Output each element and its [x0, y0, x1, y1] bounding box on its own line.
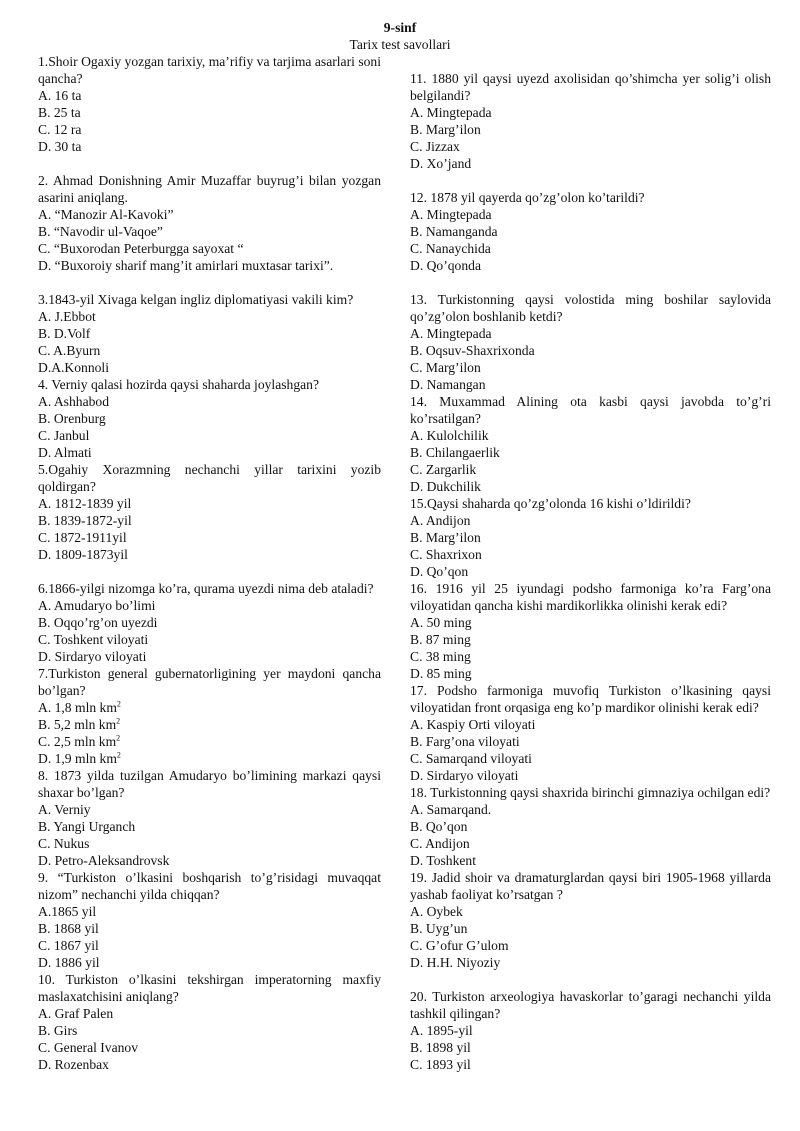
answer-option [38, 529, 381, 546]
answer-option-text: B. Marg’ilon [410, 122, 481, 137]
question-text: 13. Turkistonning qaysi volostida ming boshilar saylovida qo’zg’olon boshlanib ketdi? [410, 292, 771, 324]
left-column [38, 53, 381, 1073]
answer-option [410, 359, 771, 376]
answer-option [410, 750, 771, 767]
answer-option [410, 937, 771, 954]
answer-option-text: D. Sirdaryo viloyati [410, 768, 519, 783]
answer-option [38, 597, 381, 614]
spacer [38, 563, 381, 580]
answer-option [38, 937, 381, 954]
answer-option [38, 1022, 381, 1039]
answer-option-text: D. 1886 yil [38, 955, 100, 970]
answer-option [410, 223, 771, 240]
answer-option-text: C. Samarqand viloyati [410, 751, 532, 766]
answer-option-text: A. Samarqand. [410, 802, 492, 817]
answer-option-text: D. Xo’jand [410, 156, 472, 171]
answer-option-text: B. Farg’ona viloyati [410, 734, 520, 749]
answer-option-text: D. Petro-Aleksandrovsk [38, 853, 170, 868]
grade-title: 9-sinf [383, 20, 417, 35]
answer-option-text: D. Toshkent [410, 853, 477, 868]
answer-option-text: D. Sirdaryo viloyati [38, 649, 147, 664]
answer-option-text: C. Zargarlik [410, 462, 477, 477]
question-text: 6.1866-yilgi nizomga ko’ra, qurama uyezdi nima deb ataladi? [38, 581, 374, 596]
question-block [410, 189, 771, 291]
answer-option-text: B. Namanganda [410, 224, 498, 239]
answer-option [410, 665, 771, 682]
answer-option [410, 835, 771, 852]
answer-option-text: A. 16 ta [38, 88, 82, 103]
answer-option [410, 733, 771, 750]
answer-option-text: D. 30 ta [38, 139, 82, 154]
question-text: 9. “Turkiston o’lkasini boshqarish to’g’risidagi muvaqqat nizom” nechanchi yilda chiqqan? [38, 870, 381, 902]
spacer [410, 53, 771, 70]
superscript: 2 [116, 699, 121, 709]
answer-option-text: D. Rozenbax [38, 1057, 109, 1072]
question-block [38, 767, 381, 869]
answer-option-text: C. A.Byurn [38, 343, 101, 358]
answer-option-text: A. 1895-yil [410, 1023, 473, 1038]
question-block [38, 291, 381, 376]
answer-option [38, 920, 381, 937]
answer-option [410, 427, 771, 444]
spacer [410, 172, 771, 189]
answer-option [38, 852, 381, 869]
answer-option-text: A. Ashhabod [38, 394, 109, 409]
answer-option-text: B. 1898 yil [410, 1040, 471, 1055]
answer-option-text: D. 1,9 mln km [38, 751, 117, 766]
answer-option [410, 631, 771, 648]
spacer [410, 971, 771, 988]
answer-option-text: C. Andijon [410, 836, 470, 851]
superscript: 2 [116, 750, 121, 760]
question-text: 7.Turkiston general gubernatorligining yer maydoni qancha bo’lgan? [38, 666, 381, 698]
question-block [38, 580, 381, 665]
question-text: 20. Turkiston arxeologiya havaskorlar to’garagi nechanchi yilda tashkil qilingan? [410, 989, 771, 1021]
answer-option [410, 767, 771, 784]
question-text: 4. Verniy qalasi hozirda qaysi shaharda joylashgan? [38, 377, 319, 392]
answer-option-text: C. Toshkent viloyati [38, 632, 149, 647]
answer-option [38, 342, 381, 359]
answer-option [38, 410, 381, 427]
answer-option-text: C. 12 ra [38, 122, 82, 137]
question-block [410, 70, 771, 189]
question-text: 3.1843-yil Xivaga kelgan ingliz diplomatiyasi vakili kim? [38, 292, 354, 307]
answer-option [410, 376, 771, 393]
answer-option-text: D. Qo’qon [410, 564, 469, 579]
answer-option-text: A. Kaspiy Orti viloyati [410, 717, 536, 732]
answer-option [410, 104, 771, 121]
answer-option [38, 444, 381, 461]
answer-option-text: C. 38 ming [410, 649, 471, 664]
answer-option [38, 546, 381, 563]
answer-option-text: C. Nukus [38, 836, 90, 851]
answer-option [410, 1039, 771, 1056]
answer-option-text: B. 25 ta [38, 105, 81, 120]
question-text: 1.Shoir Ogaxiy yozgan tarixiy, ma’rifiy va tarjima asarlari soni qancha? [38, 54, 381, 86]
answer-option-text: B. Girs [38, 1023, 78, 1038]
answer-option-text: A. Mingtepada [410, 326, 492, 341]
answer-option-text: B. Orenburg [38, 411, 106, 426]
question-text: 16. 1916 yil 25 iyundagi podsho farmoniga ko’ra Farg’ona viloyatidan qancha kishi mardikorlikka olinishi kerak edi? [410, 581, 771, 613]
question-block [410, 869, 771, 988]
spacer [38, 155, 381, 172]
question-block [38, 971, 381, 1073]
answer-option [38, 325, 381, 342]
answer-option-text: B. Chilangaerlik [410, 445, 500, 460]
answer-option [38, 818, 381, 835]
answer-option-text: B. 87 ming [410, 632, 471, 647]
answer-option [38, 631, 381, 648]
question-block [410, 495, 771, 580]
answer-option [410, 801, 771, 818]
answer-option-text: C. Janbul [38, 428, 90, 443]
answer-option [410, 155, 771, 172]
question-text: 10. Turkiston o’lkasini tekshirgan imperatorning maxfiy maslaxatchisini aniqlang? [38, 972, 381, 1004]
answer-option-text: A. 1812-1839 yil [38, 496, 132, 511]
answer-option-text: A. Graf Palen [38, 1006, 114, 1021]
answer-option [410, 1056, 771, 1073]
answer-option [410, 716, 771, 733]
answer-option [38, 206, 381, 223]
answer-option [410, 138, 771, 155]
answer-option [38, 614, 381, 631]
answer-option-text: D. Dukchilik [410, 479, 481, 494]
answer-option [410, 920, 771, 937]
answer-option [38, 903, 381, 920]
question-block [410, 988, 771, 1073]
question-text: 17. Podsho farmoniga muvofiq Turkiston o’lkasining qaysi viloyatidan front orqasiga eng ko’p mardikor olinishi kerak edi? [410, 683, 771, 715]
question-text: 18. Turkistonning qaysi shaxrida birinchi gimnaziya ochilgan edi? [410, 785, 771, 800]
answer-option [410, 546, 771, 563]
answer-option [38, 240, 381, 257]
question-block [410, 393, 771, 495]
answer-option-text: B. 5,2 mln km [38, 717, 117, 732]
answer-option [410, 1022, 771, 1039]
answer-option [410, 903, 771, 920]
answer-option-text: C. Shaxrixon [410, 547, 482, 562]
question-block [38, 869, 381, 971]
answer-option-text: B. Oqqo’rg’on uyezdi [38, 615, 158, 630]
answer-option [38, 512, 381, 529]
answer-option-text: C. 1867 yil [38, 938, 99, 953]
answer-option [38, 648, 381, 665]
question-text: 11. 1880 yil qaysi uyezd axolisidan qo’shimcha yer solig’i olish belgilandi? [410, 71, 771, 103]
answer-option-text: A. Oybek [410, 904, 463, 919]
answer-option-text: D.A.Konnoli [38, 360, 109, 375]
spacer [38, 274, 381, 291]
answer-option [410, 563, 771, 580]
answer-option [410, 121, 771, 138]
answer-option-text: C. G’ofur G’ulom [410, 938, 509, 953]
answer-option [38, 104, 381, 121]
answer-option [38, 223, 381, 240]
answer-option-text: A. Andijon [410, 513, 471, 528]
answer-option [410, 512, 771, 529]
answer-option [38, 801, 381, 818]
answer-option-text: B. Uyg’un [410, 921, 468, 936]
answer-option-text: B. Oqsuv-Shaxrixonda [410, 343, 535, 358]
answer-option-text: D. H.H. Niyoziy [410, 955, 501, 970]
question-text: 15.Qaysi shaharda qo’zg’olonda 16 kishi o’ldirildi? [410, 496, 691, 511]
question-block [410, 291, 771, 393]
answer-option-text: A. Kulolchilik [410, 428, 489, 443]
answer-option-text: D. “Buxoroiy sharif mang’it amirlari muxtasar tarixi”. [38, 258, 334, 273]
question-block [38, 53, 381, 172]
answer-option-text: A.1865 yil [38, 904, 97, 919]
question-text: 12. 1878 yil qayerda qo’zg’olon ko’tarildi? [410, 190, 645, 205]
answer-option [38, 427, 381, 444]
answer-option [410, 240, 771, 257]
answer-option-text: B. “Navodir ul-Vaqoe” [38, 224, 163, 239]
answer-option-text: A. 1,8 mln km [38, 700, 117, 715]
answer-option-text: C. 1893 yil [410, 1057, 471, 1072]
answer-option-text: A. Mingtepada [410, 207, 492, 222]
answer-option [38, 393, 381, 410]
answer-option [410, 478, 771, 495]
answer-option [410, 648, 771, 665]
answer-option [38, 1056, 381, 1073]
answer-option [410, 257, 771, 274]
answer-option-text: D. Almati [38, 445, 92, 460]
answer-option [38, 87, 381, 104]
question-block [38, 376, 381, 461]
answer-option [38, 308, 381, 325]
question-block [410, 682, 771, 784]
answer-option-text: C. 1872-1911yil [38, 530, 127, 545]
answer-option-text: C. General Ivanov [38, 1040, 139, 1055]
answer-option [410, 325, 771, 342]
question-block [410, 580, 771, 682]
answer-option-text: A. “Manozir Al-Kavoki” [38, 207, 174, 222]
answer-option [38, 954, 381, 971]
answer-option [410, 461, 771, 478]
answer-option [410, 852, 771, 869]
answer-option [410, 954, 771, 971]
answer-option [38, 1005, 381, 1022]
answer-option-text: C. “Buxorodan Peterburgga sayoxat “ [38, 241, 244, 256]
answer-option-text: B. D.Volf [38, 326, 91, 341]
answer-option-text: C. 2,5 mln km [38, 734, 117, 749]
question-block [38, 461, 381, 580]
answer-option [38, 716, 381, 733]
answer-option-text: C. Marg’ilon [410, 360, 481, 375]
answer-option [38, 835, 381, 852]
question-text: 2. Ahmad Donishning Amir Muzaffar buyrug’i bilan yozgan asarini aniqlang. [38, 173, 381, 205]
answer-option [410, 818, 771, 835]
answer-option-text: A. 50 ming [410, 615, 472, 630]
answer-option-text: B. 1868 yil [38, 921, 99, 936]
answer-option [38, 495, 381, 512]
test-subtitle: Tarix test savollari [349, 37, 451, 52]
question-text: 14. Muxammad Alining ota kasbi qaysi javobda to’g’ri ko’rsatilgan? [410, 394, 771, 426]
spacer [410, 274, 771, 291]
answer-option [410, 529, 771, 546]
question-text: 19. Jadid shoir va dramaturglardan qaysi biri 1905-1968 yillarda yashab faoliyat ko’rsatgan ? [410, 870, 771, 902]
answer-option [38, 699, 381, 716]
answer-option [38, 121, 381, 138]
answer-option [410, 614, 771, 631]
answer-option-text: B. Qo’qon [410, 819, 468, 834]
answer-option [38, 750, 381, 767]
answer-option [38, 359, 381, 376]
answer-option [410, 342, 771, 359]
answer-option [38, 138, 381, 155]
answer-option-text: B. Marg’ilon [410, 530, 481, 545]
answer-option-text: D. Qo’qonda [410, 258, 481, 273]
right-column [410, 53, 771, 1073]
answer-option-text: B. Yangi Urganch [38, 819, 136, 834]
question-block [410, 784, 771, 869]
answer-option [38, 257, 381, 274]
answer-option-text: D. 85 ming [410, 666, 472, 681]
answer-option [38, 733, 381, 750]
answer-option [410, 444, 771, 461]
answer-option-text: D. 1809-1873yil [38, 547, 128, 562]
question-text: 5.Ogahiy Xorazmning nechanchi yillar tarixini yozib qoldirgan? [38, 462, 381, 494]
question-block [38, 665, 381, 767]
answer-option-text: D. Namangan [410, 377, 486, 392]
answer-option [410, 206, 771, 223]
answer-option-text: C. Nanaychida [410, 241, 491, 256]
question-text: 8. 1873 yilda tuzilgan Amudaryo bo’limining markazi qaysi shaxar bo’lgan? [38, 768, 381, 800]
answer-option-text: A. Mingtepada [410, 105, 492, 120]
question-block [38, 172, 381, 291]
superscript: 2 [116, 733, 121, 743]
answer-option-text: A. J.Ebbot [38, 309, 96, 324]
answer-option-text: A. Amudaryo bo’limi [38, 598, 156, 613]
answer-option-text: B. 1839-1872-yil [38, 513, 132, 528]
answer-option-text: A. Verniy [38, 802, 91, 817]
answer-option-text: C. Jizzax [410, 139, 460, 154]
page-header [0, 19, 800, 53]
answer-option [38, 1039, 381, 1056]
superscript: 2 [116, 716, 121, 726]
